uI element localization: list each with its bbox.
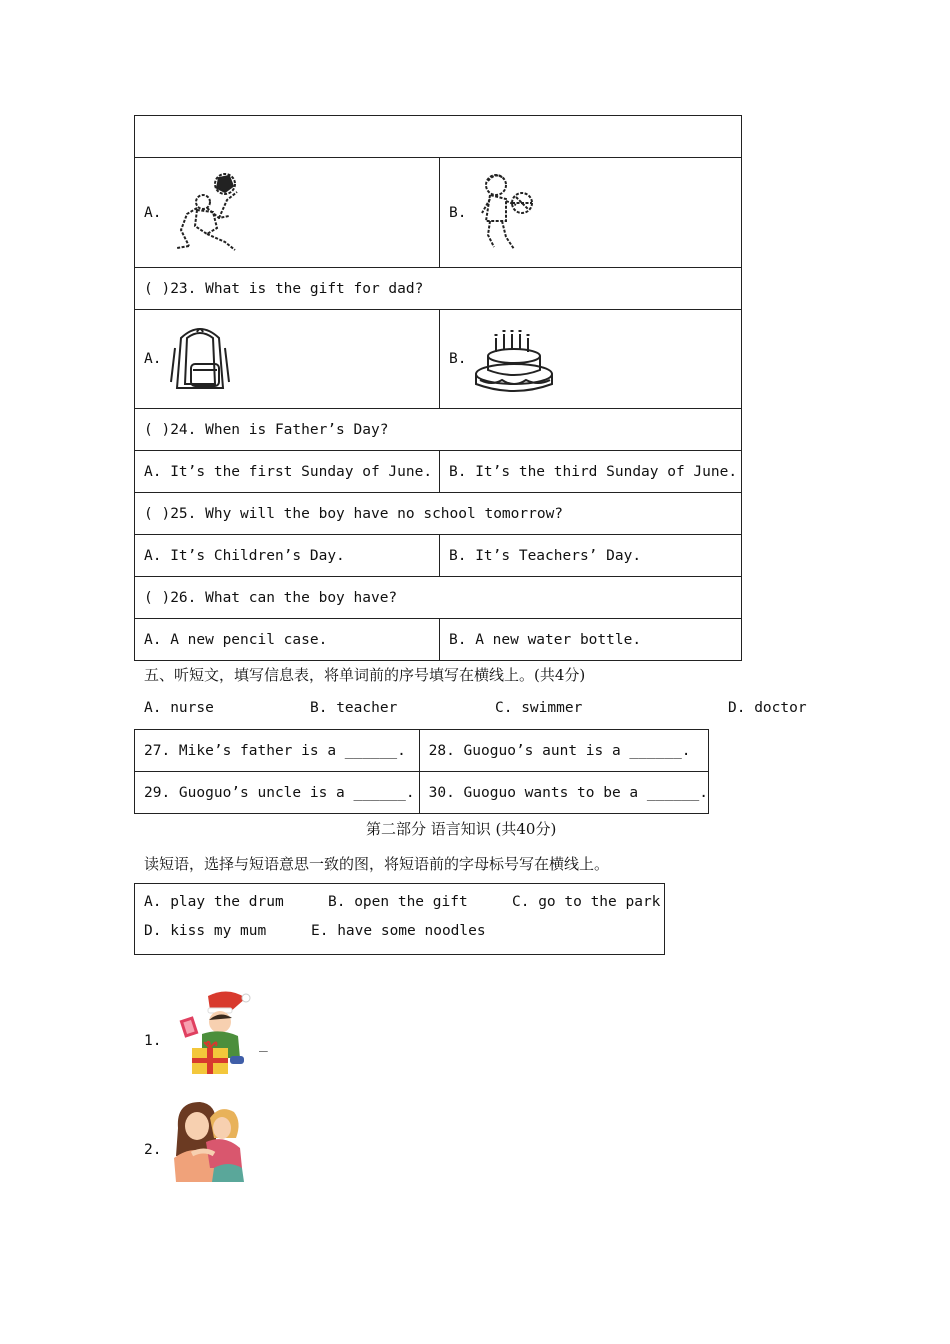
question-22-row xyxy=(135,116,742,158)
phrase-c: C. go to the park xyxy=(512,894,661,910)
q26-option-a[interactable]: A. A new pencil case. xyxy=(135,619,440,661)
section-5-title: 五、听短文，填写信息表，将单词前的序号填写在横线上。(共4分) xyxy=(144,666,586,684)
question-24: ( )24. When is Father’s Day? xyxy=(135,409,742,451)
info-table xyxy=(134,729,709,814)
option-teacher: B. teacher xyxy=(310,700,398,716)
q22-option-a[interactable] xyxy=(135,158,440,268)
item-2-number: 2. xyxy=(144,1142,162,1158)
listening-table xyxy=(134,115,742,661)
phrase-a: A. play the drum xyxy=(144,894,284,910)
q22-a-label: A. xyxy=(144,204,162,221)
backpack-picture xyxy=(167,324,233,394)
girl-kissing-mum-picture xyxy=(170,1098,246,1182)
option-swimmer: C. swimmer xyxy=(495,700,583,716)
phrase-d: D. kiss my mum xyxy=(144,923,267,939)
basketball-boy-picture xyxy=(472,171,536,255)
q23-b-label: B. xyxy=(449,351,467,367)
question-26: ( )26. What can the boy have? xyxy=(135,577,742,619)
part-2-instruction: 读短语，选择与短语意思一致的图，将短语前的字母标号写在横线上。 xyxy=(144,855,610,873)
football-boy-picture xyxy=(167,172,247,254)
phrase-b: B. open the gift xyxy=(328,894,468,910)
q24-option-b[interactable]: B. It’s the third Sunday of June. xyxy=(440,451,742,493)
question-28[interactable]: 28. Guoguo’s aunt is a ______. xyxy=(419,730,708,772)
question-29[interactable]: 29. Guoguo’s uncle is a ______. xyxy=(135,772,420,814)
q24-option-a[interactable]: A. It’s the first Sunday of June. xyxy=(135,451,440,493)
part-2-title: 第二部分 语言知识 (共40分) xyxy=(366,820,557,838)
q23-option-b[interactable] xyxy=(440,310,742,409)
q23-option-a[interactable] xyxy=(135,310,440,409)
q25-option-a[interactable]: A. It’s Children’s Day. xyxy=(135,535,440,577)
option-doctor: D. doctor xyxy=(728,700,807,716)
question-23: ( )23. What is the gift for dad? xyxy=(135,268,742,310)
birthday-cake-picture xyxy=(472,324,556,394)
child-opening-gift-picture xyxy=(172,988,254,1078)
item-1-answer-blank[interactable]: _ xyxy=(259,1036,268,1052)
q25-option-b[interactable]: B. It’s Teachers’ Day. xyxy=(440,535,742,577)
q22-option-b[interactable] xyxy=(440,158,742,268)
option-nurse: A. nurse xyxy=(144,700,214,716)
question-27[interactable]: 27. Mike’s father is a ______. xyxy=(135,730,420,772)
phrase-e: E. have some noodles xyxy=(311,923,486,939)
question-25: ( )25. Why will the boy have no school tomorrow? xyxy=(135,493,742,535)
question-30[interactable]: 30. Guoguo wants to be a ______. xyxy=(419,772,708,814)
phrase-box xyxy=(134,883,665,955)
item-1-number: 1. xyxy=(144,1033,162,1049)
q26-option-b[interactable]: B. A new water bottle. xyxy=(440,619,742,661)
q22-b-label: B. xyxy=(449,204,467,221)
q23-a-label: A. xyxy=(144,351,162,367)
